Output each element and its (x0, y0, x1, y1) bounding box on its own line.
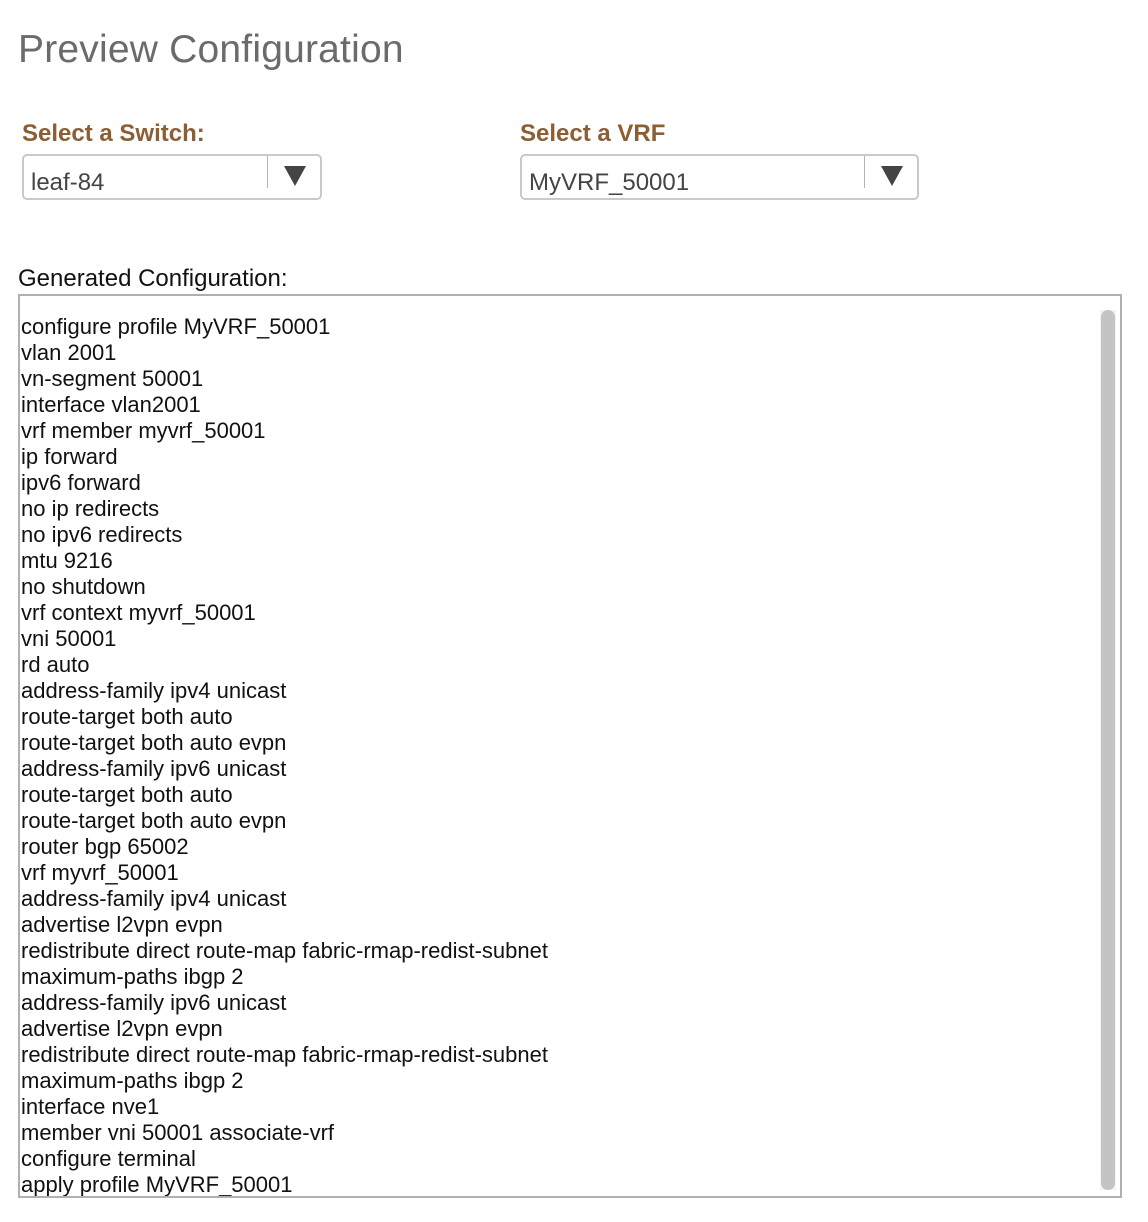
vrf-select-value: MyVRF_50001 (529, 169, 690, 196)
select-divider (864, 156, 865, 188)
config-line: address-family ipv4 unicast (21, 678, 287, 703)
config-line: configure profile MyVRF_50001 (21, 314, 331, 339)
config-line: no ipv6 redirects (21, 522, 183, 547)
vrf-select[interactable] (520, 154, 919, 200)
chevron-down-icon[interactable] (284, 166, 306, 186)
config-line: ipv6 forward (21, 470, 141, 495)
scrollbar-thumb[interactable] (1101, 310, 1115, 1190)
config-line: ip forward (21, 444, 118, 469)
config-line: vrf member myvrf_50001 (21, 418, 266, 443)
config-line: mtu 9216 (21, 548, 113, 573)
config-line: rd auto (21, 652, 90, 677)
config-lines (21, 314, 548, 1198)
select-divider (267, 156, 268, 188)
config-line: address-family ipv6 unicast (21, 990, 287, 1015)
config-line: route-target both auto (21, 704, 233, 729)
config-line: redistribute direct route-map fabric-rmap-redist-subnet (21, 1042, 548, 1067)
page-title: Preview Configuration (18, 28, 404, 71)
generated-config-textarea[interactable] (18, 294, 1122, 1198)
scrollbar[interactable] (1100, 310, 1116, 1190)
config-line: interface vlan2001 (21, 392, 201, 417)
config-line: no ip redirects (21, 496, 160, 521)
config-line: advertise l2vpn evpn (21, 912, 223, 937)
config-line: apply profile MyVRF_50001 (21, 1172, 293, 1197)
config-line: no shutdown (21, 574, 146, 599)
vrf-field (520, 118, 919, 200)
config-line: router bgp 65002 (21, 834, 189, 859)
config-line: maximum-paths ibgp 2 (21, 964, 244, 989)
switch-field (22, 118, 322, 200)
config-line: address-family ipv6 unicast (21, 756, 287, 781)
config-line: advertise l2vpn evpn (21, 1016, 223, 1041)
config-line: member vni 50001 associate-vrf (21, 1120, 335, 1145)
config-line: address-family ipv4 unicast (21, 886, 287, 911)
config-line: vrf myvrf_50001 (21, 860, 179, 885)
config-line: vni 50001 (21, 626, 117, 651)
config-line: configure terminal (21, 1146, 196, 1171)
switch-select-label: Select a Switch: (22, 120, 205, 147)
switch-select-value: leaf-84 (31, 169, 105, 196)
switch-select[interactable] (22, 154, 322, 200)
vrf-select-label: Select a VRF (520, 120, 666, 147)
config-line: route-target both auto evpn (21, 808, 287, 833)
config-line: vn-segment 50001 (21, 366, 204, 391)
config-line: route-target both auto evpn (21, 730, 287, 755)
config-line: vlan 2001 (21, 340, 117, 365)
config-line: maximum-paths ibgp 2 (21, 1068, 244, 1093)
generated-config-label: Generated Configuration: (18, 265, 288, 292)
config-line: vrf context myvrf_50001 (21, 600, 256, 625)
config-line: route-target both auto (21, 782, 233, 807)
chevron-down-icon[interactable] (881, 166, 903, 186)
config-line: redistribute direct route-map fabric-rmap-redist-subnet (21, 938, 548, 963)
config-line: interface nve1 (21, 1094, 160, 1119)
